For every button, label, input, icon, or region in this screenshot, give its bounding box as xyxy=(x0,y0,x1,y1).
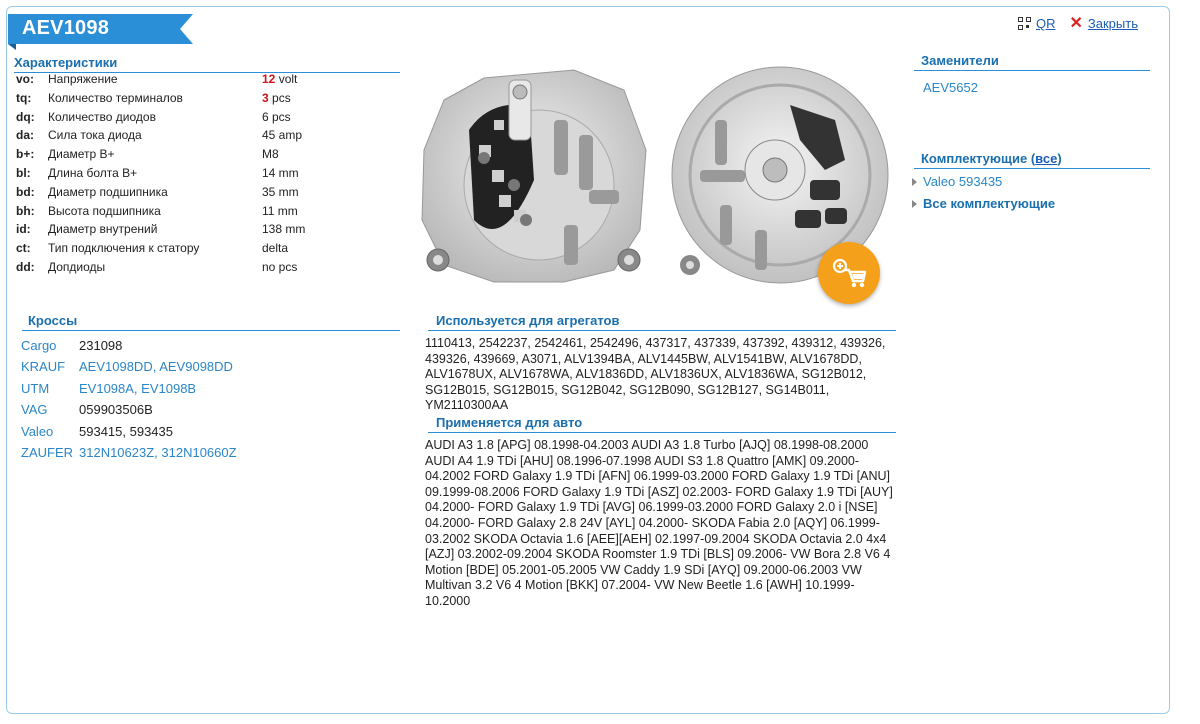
spec-code: b+: xyxy=(16,147,35,162)
spec-code: vo: xyxy=(16,72,34,86)
cross-values: 059903506B xyxy=(79,402,153,418)
spec-code: bd: xyxy=(16,184,35,199)
spec-label: Допдиоды xyxy=(48,259,106,274)
alternator-front-photo xyxy=(414,60,654,290)
spec-value-number: 3 xyxy=(262,90,269,105)
cars-section-title: Применяется для авто xyxy=(428,415,896,433)
spec-code: id: xyxy=(16,222,31,237)
cross-brand[interactable]: Valeo xyxy=(21,423,54,439)
spec-value: 11 mm xyxy=(262,203,298,218)
spec-code: tq: xyxy=(16,90,32,105)
cross-values: 593415, 593435 xyxy=(79,423,173,439)
spec-value: 35 mm xyxy=(262,184,299,199)
spec-value: delta xyxy=(262,241,289,256)
ribbon-fold xyxy=(8,44,16,50)
components-all-link[interactable]: все xyxy=(1035,151,1058,166)
all-components-item[interactable]: Все комплектующие xyxy=(912,196,1055,218)
spec-label: Напряжение xyxy=(48,72,118,86)
spec-label: Диаметр подшипника xyxy=(48,184,168,199)
top-actions xyxy=(1018,16,1138,31)
spec-value: no pcs xyxy=(262,259,298,274)
spec-value-number: 12 xyxy=(262,72,276,86)
cross-brand[interactable]: KRAUF xyxy=(21,359,66,375)
cross-values: 231098 xyxy=(79,338,123,353)
substitutes-section-title: Заменители xyxy=(914,53,1150,71)
spec-value-unit: pcs xyxy=(268,90,291,105)
spec-code: da: xyxy=(16,128,34,143)
spec-label: Диаметр B+ xyxy=(48,147,115,162)
spec-label: Тип подключения к статору xyxy=(48,241,200,256)
spec-code: dd: xyxy=(16,259,35,274)
cross-values[interactable]: EV1098A, EV1098B xyxy=(79,380,197,396)
spec-value-unit: volt xyxy=(275,72,298,86)
qr-link[interactable]: QR xyxy=(1036,16,1056,31)
spec-code: bh: xyxy=(16,203,35,218)
spec-code: bl: xyxy=(16,165,31,180)
aggregates-section-title: Используется для агрегатов xyxy=(428,313,896,331)
aggregates-list: 1110413, 2542237, 2542461, 2542496, 437317, 437339, 437392, 439312, 439326, 439326, 439669, A3071, ALV1394BA, ALV1445BW, ALV1541BW, ALV1678DD, ALV1678UX, ALV1678WA, ALV1836DD, ALV1836UX, ALV1836WA, SG12B012, SG12B015, SG12B015, SG12B042, SG12B090, SG12B127, SG14B011, YM2110300AA xyxy=(425,336,886,413)
part-number-title: AEV1098 xyxy=(22,17,110,39)
spec-value xyxy=(262,72,297,86)
cars-list: AUDI A3 1.8 [APG] 08.1998-04.2003 AUDI A3 1.8 Turbo [AJQ] 08.1998-08.2000 AUDI A4 1.9 TDi [AHU] 08.1996-07.1998 AUDI S3 1.8 Quattro [AMK] 09.2000-04.2002 FORD Galaxy 1.9 TDi [AFN] 06.1999-03.2000 FORD Galaxy 1.9 TDi [ANU] 09.1999-08.2006 FORD Galaxy 1.9 TDi [ASZ] 02.2003- FORD Galaxy 1.9 TDi [AUY] 04.2000- FORD Galaxy 1.9 TDi [AVG] 06.1999-03.2000 FORD Galaxy 2.0 i [NSE] 04.2000- FORD Galaxy 2.8 24V [AYL] 04.2000- SKODA Fabia 2.0 [AQY] 06.1999-03.2002 SKODA Octavia 1.6 [AEE][AEH] 02.1997-09.2004 SKODA Octavia 2.0 4x4 [AZJ] 03.2002-09.2004 SKODA Roomster 1.9 TDi [BLS] 09.2006- VW Bora 2.8 V6 4 Motion [BDE] 05.2001-05.2005 VW Caddy 1.9 SDi [AYQ] 09.2000-06.2003 VW Multivan 3.2 V6 4 Motion [BKK] 07.2004- VW New Beetle 1.6 [AWH] 10.1999-10.2000 xyxy=(425,438,893,608)
spec-label: Высота подшипника xyxy=(48,203,161,218)
spec-label: Количество диодов xyxy=(48,109,156,124)
spec-value: 138 mm xyxy=(262,222,306,237)
cross-brand[interactable]: UTM xyxy=(21,380,50,396)
cross-brand[interactable]: Cargo xyxy=(21,338,57,353)
specs-section-title: Характеристики xyxy=(14,55,400,73)
spec-value: 6 pcs xyxy=(262,109,291,124)
spec-value: 14 mm xyxy=(262,165,299,180)
components-list xyxy=(912,174,1055,218)
spec-label: Длина болта B+ xyxy=(48,165,138,180)
spec-label: Сила тока диода xyxy=(48,128,142,143)
close-icon[interactable]: ✕ xyxy=(1069,15,1083,32)
components-section-title: Комплектующие (все) xyxy=(914,151,1150,169)
add-to-cart-button[interactable] xyxy=(818,242,880,304)
crosses-section-title: Кроссы xyxy=(22,313,400,331)
spec-code: ct: xyxy=(16,241,31,256)
spec-code: dq: xyxy=(16,109,35,124)
component-item[interactable]: Valeo 593435 xyxy=(912,174,1055,196)
spec-value: 45 amp xyxy=(262,128,303,143)
close-link[interactable]: Закрыть xyxy=(1087,16,1138,31)
spec-label: Диаметр внутрений xyxy=(48,222,158,237)
cross-brand[interactable]: ZAUFER xyxy=(21,444,73,460)
cart-plus-icon xyxy=(832,258,866,288)
cross-values[interactable]: AEV1098DD, AEV9098DD xyxy=(79,359,233,375)
substitute-link[interactable]: AEV5652 xyxy=(923,80,978,95)
cross-values[interactable]: 312N10623Z, 312N10660Z xyxy=(79,444,237,460)
spec-value: M8 xyxy=(262,147,279,162)
qr-icon[interactable] xyxy=(1018,17,1031,30)
spec-value xyxy=(262,91,291,105)
spec-label: Количество терминалов xyxy=(48,90,183,105)
cross-brand[interactable]: VAG xyxy=(21,402,48,418)
